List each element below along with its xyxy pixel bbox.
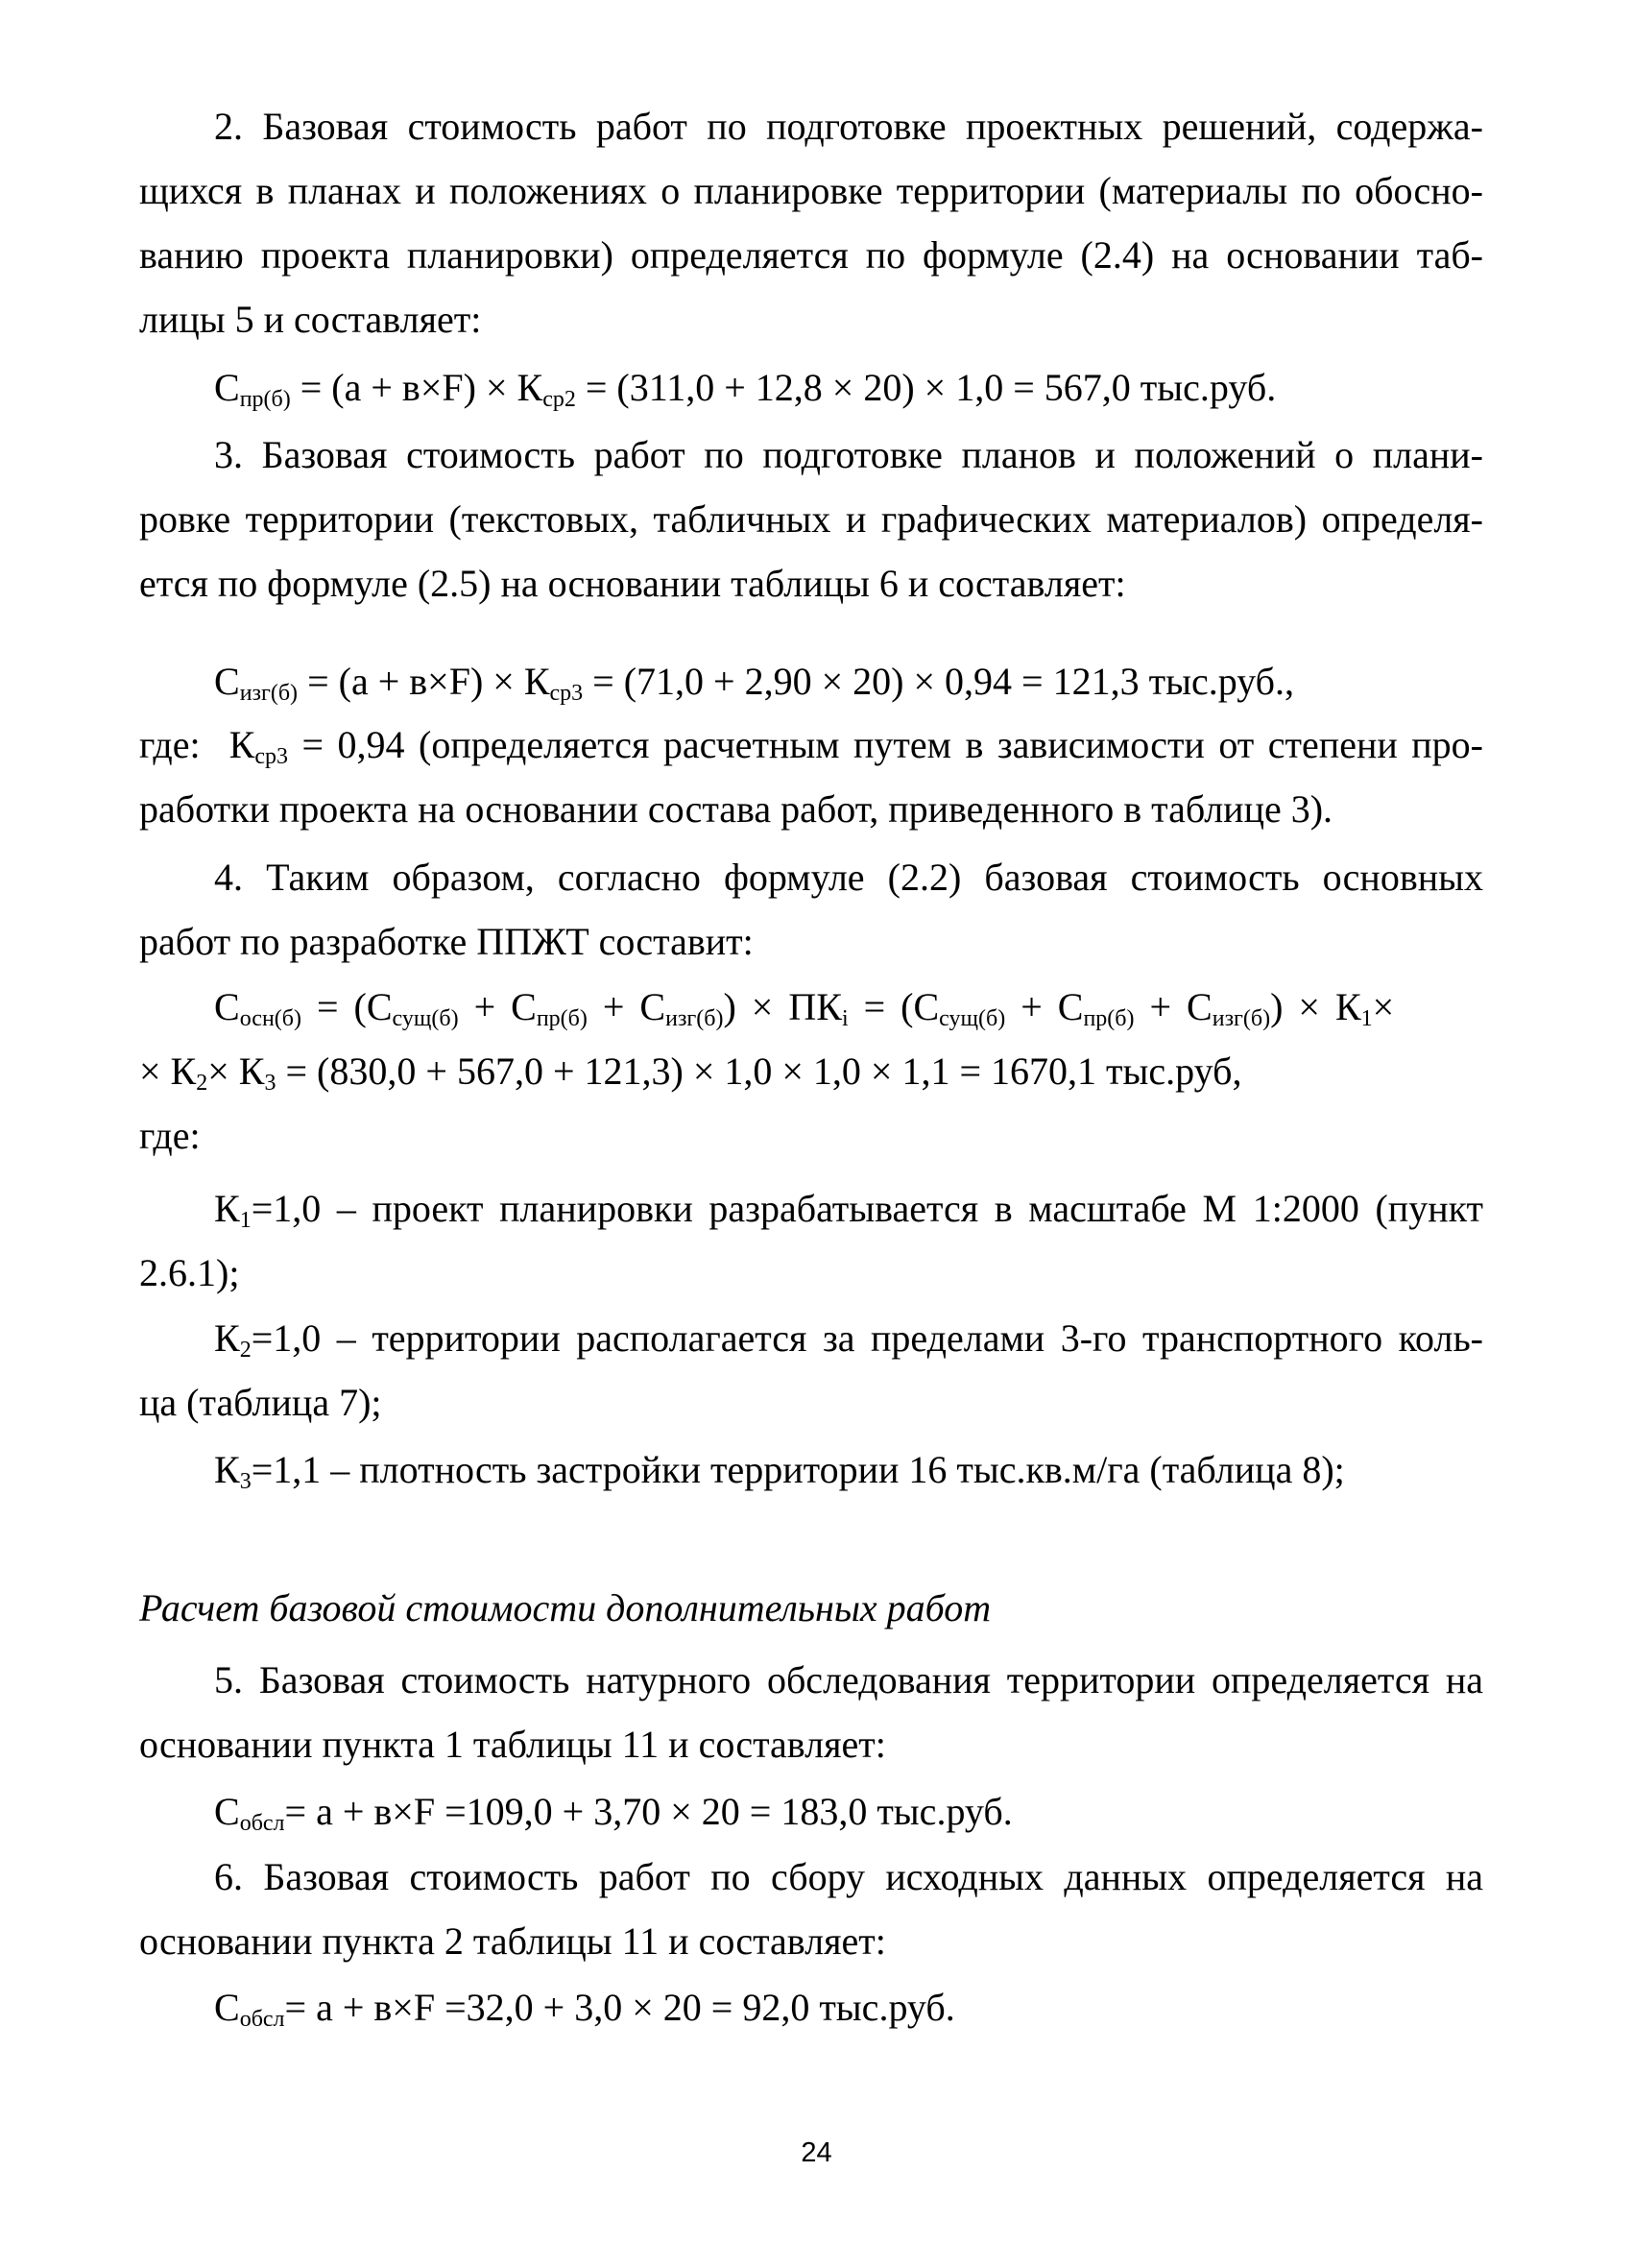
formula-text: + С xyxy=(1134,985,1213,1028)
coefficient-k2 xyxy=(139,1306,1483,1435)
formula-subscript: пр(б) xyxy=(536,1006,588,1031)
coefficient-k3 xyxy=(139,1437,1483,1502)
formula-3 xyxy=(139,975,1483,1168)
formula-subscript: 3 xyxy=(264,1071,276,1096)
where-ksr3-line: работки проекта на основании состава работ, приведенного в таблице 3). xyxy=(139,787,1333,831)
paragraph-3-line: ровке территории (текстовых, табличных и графических материалов) определя- xyxy=(139,497,1483,541)
formula-subscript: обсл xyxy=(239,2007,285,2032)
coefficient-text: ца (таблица 7); xyxy=(139,1381,382,1424)
formula-symbol: С xyxy=(214,1986,240,2029)
formula-text: + С xyxy=(587,985,666,1028)
coefficient-text: =1,0 – территории располагается за пределами 3-го транспортного коль- xyxy=(251,1316,1483,1360)
formula-1 xyxy=(139,355,1483,420)
section-heading: Расчет базовой стоимости дополнительных работ xyxy=(139,1586,992,1629)
formula-text: × К xyxy=(207,1050,265,1093)
formula-text: × К xyxy=(139,1050,197,1093)
formula-text: ) × ПК xyxy=(723,985,842,1028)
formula-subscript: пр(б) xyxy=(239,387,291,412)
coefficient-text: 2.6.1); xyxy=(139,1251,240,1294)
paragraph-5-line: основании пункта 1 таблицы 11 и составляет: xyxy=(139,1723,886,1766)
where-ksr3 xyxy=(139,712,1483,841)
formula-text: = (а + в×F) × К xyxy=(290,366,543,409)
formula-subscript: ср3 xyxy=(549,681,584,706)
formula-text: + С xyxy=(1005,985,1084,1028)
formula-text: + С xyxy=(458,985,537,1028)
formula-subscript: сущ(б) xyxy=(392,1006,459,1031)
formula-symbol: К xyxy=(228,723,255,766)
where-ksr3-text: = 0,94 (определяется расчетным путем в зависимости от степени про- xyxy=(287,723,1483,766)
where-label: где: xyxy=(139,1114,201,1157)
paragraph-5 xyxy=(139,1648,1483,1776)
formula-subscript: изг(б) xyxy=(239,681,299,706)
formula-5 xyxy=(139,1975,1483,2039)
formula-subscript: изг(б) xyxy=(665,1006,724,1031)
formula-text: = а + в×F =109,0 + 3,70 × 20 = 183,0 тыс.руб. xyxy=(284,1790,1013,1833)
formula-text: = а + в×F =32,0 + 3,0 × 20 = 92,0 тыс.руб. xyxy=(284,1986,955,2029)
formula-subscript: i xyxy=(841,1006,849,1031)
paragraph-4 xyxy=(139,845,1483,974)
formula-subscript: 3 xyxy=(239,1469,252,1494)
formula-subscript: обсл xyxy=(239,1811,285,1836)
formula-subscript: осн(б) xyxy=(239,1006,301,1031)
formula-symbol: К xyxy=(214,1448,240,1491)
formula-2 xyxy=(139,649,1483,713)
formula-symbol: С xyxy=(214,366,240,409)
paragraph-2 xyxy=(139,94,1483,351)
page-number: 24 xyxy=(801,2137,832,2168)
formula-subscript: 2 xyxy=(239,1338,252,1363)
formula-symbol: К xyxy=(214,1187,240,1230)
formula-subscript: 2 xyxy=(196,1071,208,1096)
where-label: где: xyxy=(139,723,201,766)
formula-subscript: сущ(б) xyxy=(939,1006,1006,1031)
formula-text: × xyxy=(1372,985,1395,1028)
paragraph-6-line: основании пункта 2 таблицы 11 и составляет: xyxy=(139,1919,886,1963)
paragraph-3-line: ется по формуле (2.5) на основании таблицы 6 и составляет: xyxy=(139,562,1126,605)
paragraph-4-line: 4. Таким образом, согласно формуле (2.2) базовая стоимость основных xyxy=(214,856,1483,899)
coefficient-text: =1,0 – проект планировки разрабатывается в масштабе М 1:2000 (пункт xyxy=(251,1187,1483,1230)
paragraph-6-line: 6. Базовая стоимость работ по сбору исходных данных определяется на xyxy=(214,1855,1483,1898)
formula-symbol: С xyxy=(214,1790,240,1833)
formula-text: = (С xyxy=(848,985,940,1028)
paragraph-3-line: 3. Базовая стоимость работ по подготовке планов и положений о плани- xyxy=(214,433,1483,476)
paragraph-3 xyxy=(139,422,1483,615)
formula-text: = (830,0 + 567,0 + 121,3) × 1,0 × 1,0 × 1,1 = 1670,1 тыс.руб, xyxy=(276,1050,1242,1093)
formula-text: = (311,0 + 12,8 × 20) × 1,0 = 567,0 тыс.руб. xyxy=(575,366,1277,409)
formula-subscript: ср2 xyxy=(542,387,576,412)
formula-text: = (а + в×F) × К xyxy=(298,660,550,703)
formula-4 xyxy=(139,1779,1483,1844)
formula-text: ) × К xyxy=(1270,985,1361,1028)
paragraph-2-line: 2. Базовая стоимость работ по подготовке проектных решений, содержа- xyxy=(214,105,1483,148)
paragraph-6 xyxy=(139,1845,1483,1973)
formula-text: = (71,0 + 2,90 × 20) × 0,94 = 121,3 тыс.руб., xyxy=(583,660,1295,703)
formula-subscript: 1 xyxy=(239,1208,252,1233)
formula-text: = (С xyxy=(300,985,393,1028)
formula-symbol: С xyxy=(214,660,240,703)
paragraph-5-line: 5. Базовая стоимость натурного обследования территории определяется на xyxy=(214,1658,1483,1701)
paragraph-4-line: работ по разработке ППЖТ составит: xyxy=(139,920,754,963)
formula-symbol: К xyxy=(214,1316,240,1360)
formula-symbol: С xyxy=(214,985,240,1028)
paragraph-2-line: ванию проекта планировки) определяется по формуле (2.4) на основании таб- xyxy=(139,233,1483,277)
paragraph-2-line: щихся в планах и положениях о планировке территории (материалы по обосно- xyxy=(139,169,1483,212)
coefficient-k1 xyxy=(139,1176,1483,1305)
paragraph-2-line: лицы 5 и составляет: xyxy=(139,298,482,341)
formula-subscript: пр(б) xyxy=(1083,1006,1135,1031)
coefficient-text: =1,1 – плотность застройки территории 16 тыс.кв.м/га (таблица 8); xyxy=(251,1448,1345,1491)
formula-subscript: ср3 xyxy=(254,744,288,769)
formula-subscript: изг(б) xyxy=(1212,1006,1271,1031)
formula-subscript: 1 xyxy=(1360,1006,1373,1031)
